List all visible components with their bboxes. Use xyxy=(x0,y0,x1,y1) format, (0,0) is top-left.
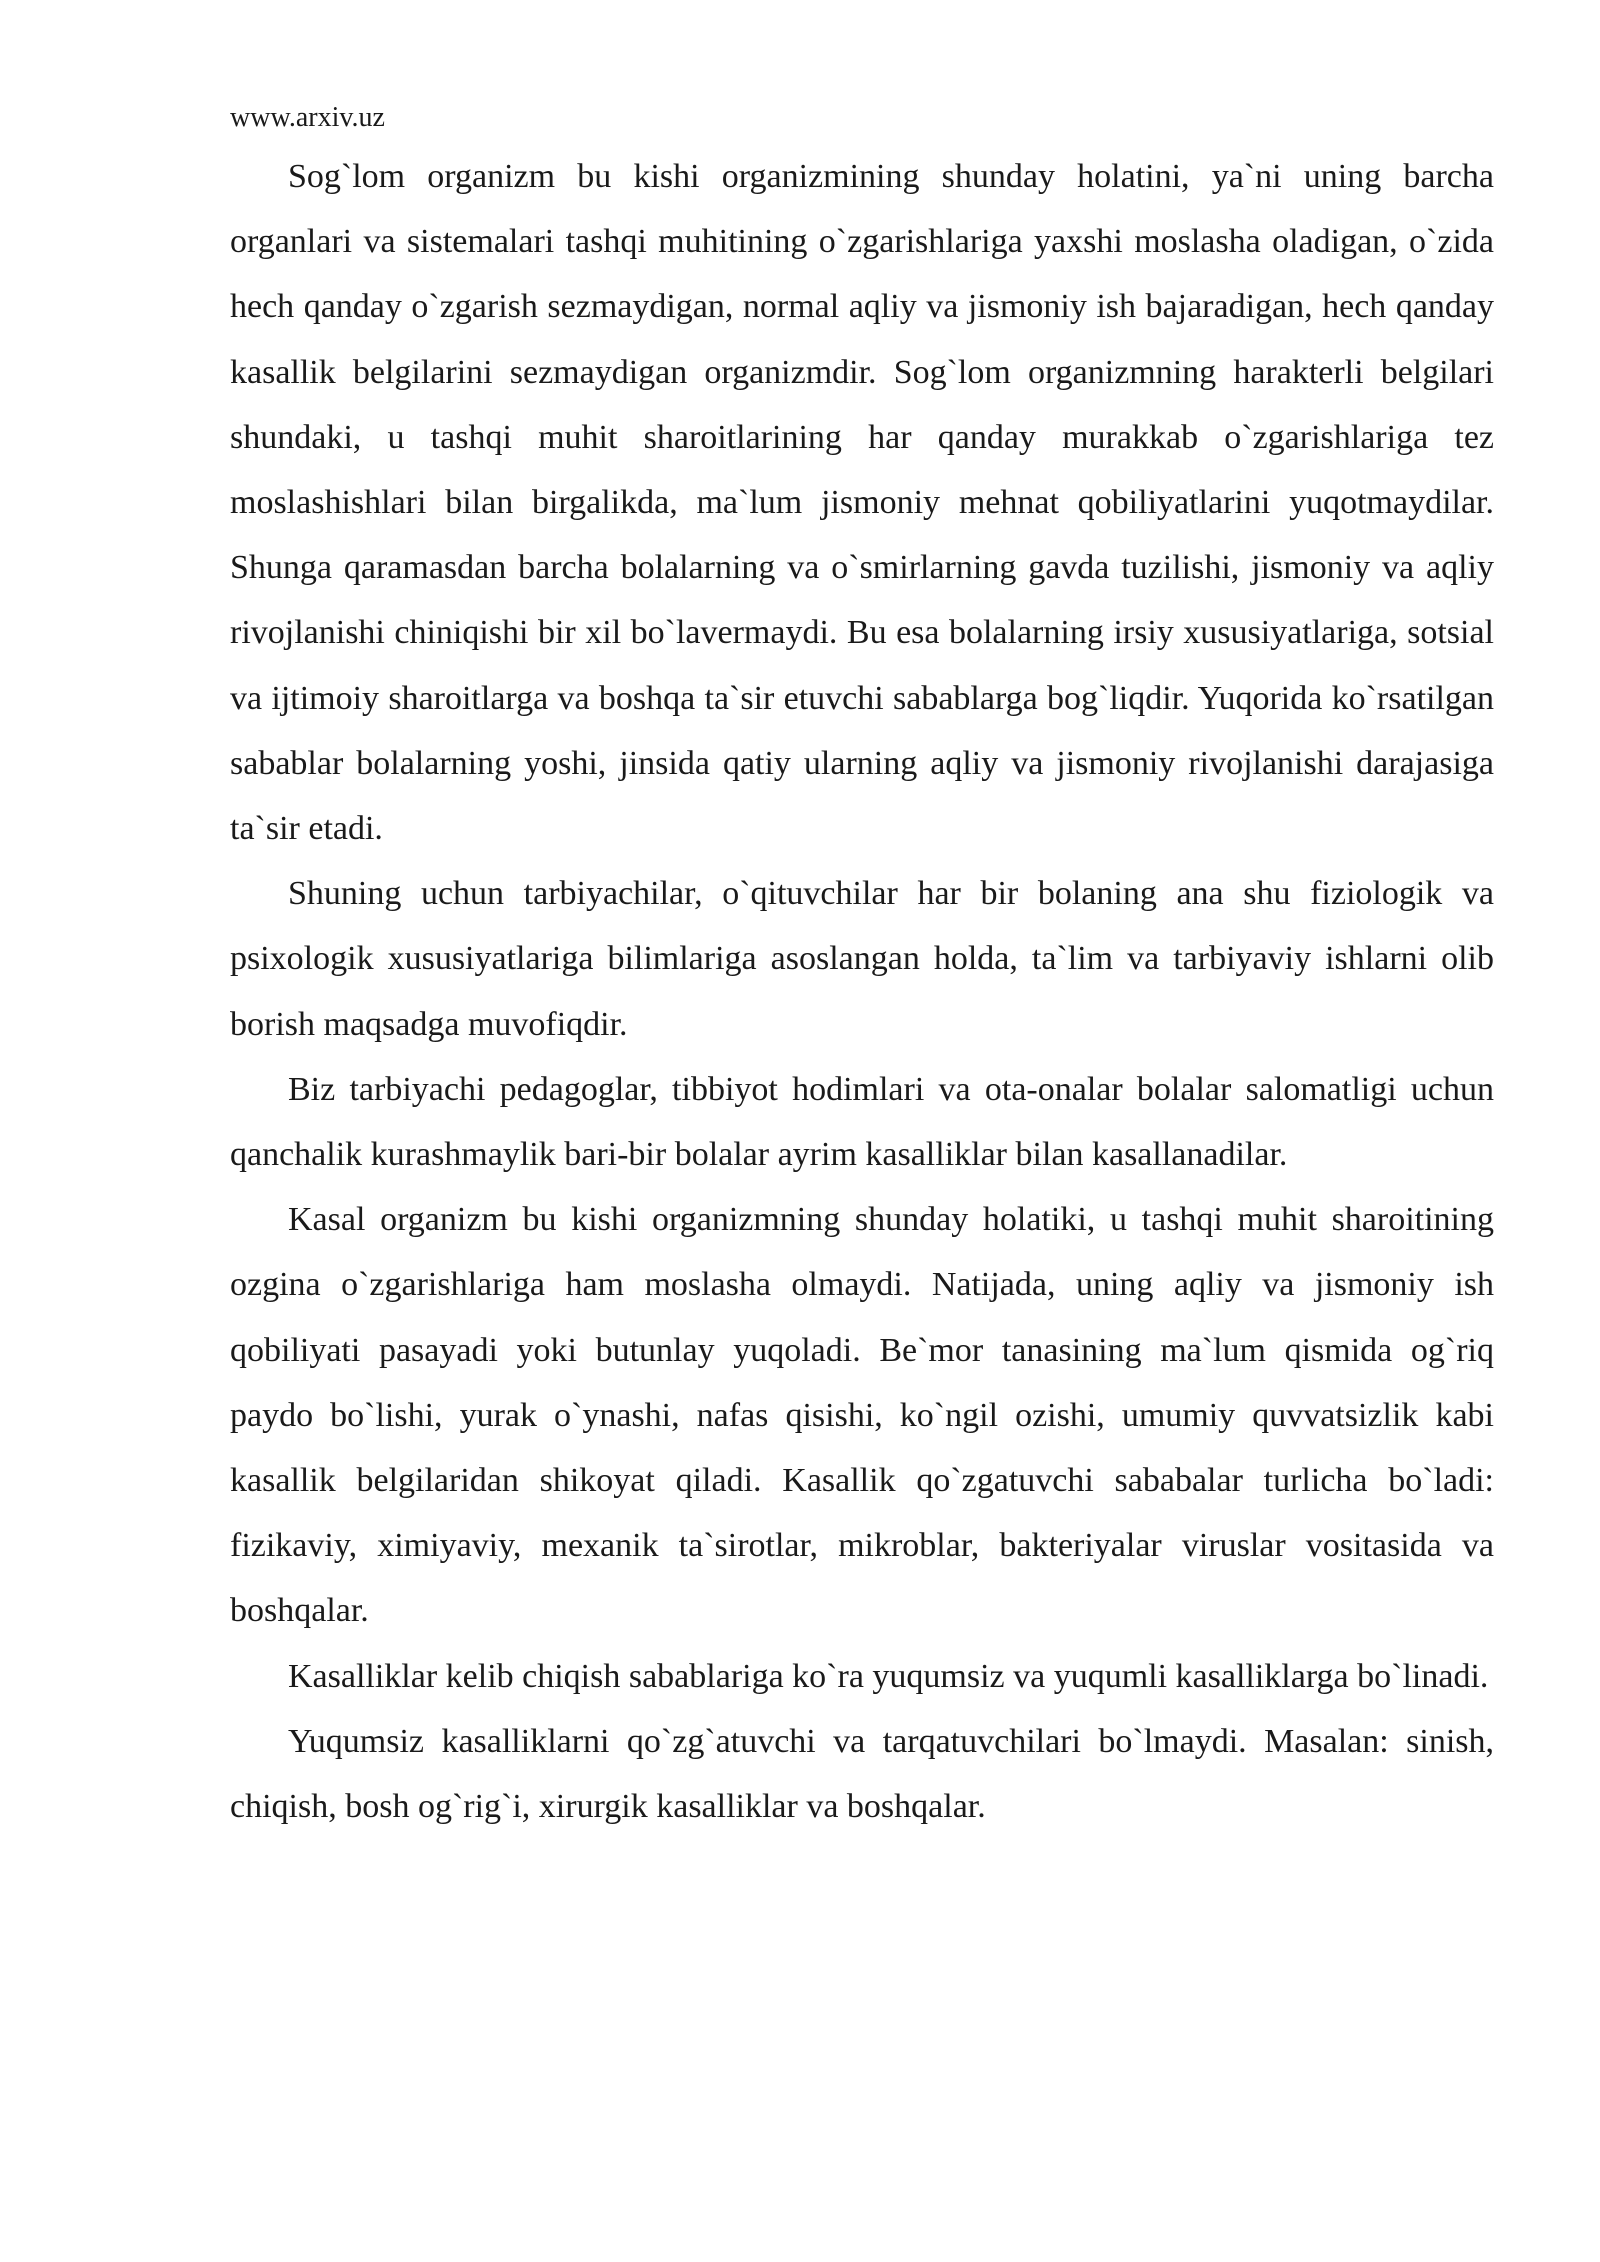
paragraph-sick-organism: Kasal organizm bu kishi organizmning shunday holatiki, u tashqi muhit sharoitining ozgina o`zgarishlariga ham moslasha olmaydi. Natijada, uning aqliy va jismoniy ish qobiliyati pasayadi yoki butunlay yuqoladi. Be`mor tanasining ma`lum qismida og`riq paydo bo`lishi, yurak o`ynashi, nafas qisishi, ko`ngil ozishi, umumiy quvvatsizlik kabi kasallik belgilaridan shikoyat qiladi. Kasallik qo`zgatuvchi sababalar turlicha bo`ladi: fizikaviy, ximiyaviy, mexanik ta`sirotlar, mikroblar, bakteriyalar viruslar vositasida va boshqalar. xyxy=(230,1201,1494,1630)
paragraph-children-diseases: Biz tarbiyachi pedagoglar, tibbiyot hodimlari va ota-onalar bolalar salomatligi uchun qanchalik kurashmaylik bari-bir bolalar ayrim kasalliklar bilan kasallanadilar. xyxy=(230,1070,1494,1174)
paragraph-noninfectious-diseases: Yuqumsiz kasalliklarni qo`zg`atuvchi va tarqatuvchilari bo`lmaydi. Masalan: sinish, chiqish, bosh og`rig`i, xirurgik kasalliklar va boshqalar. xyxy=(230,1722,1494,1826)
paragraph-healthy-organism: Sog`lom organizm bu kishi organizmining shunday holatini, ya`ni uning barcha organlari va sistemalari tashqi muhitining o`zgarishlariga yaxshi moslasha oladigan, o`zida hech qanday o`zgarish sezmaydigan, normal aqliy va jismoniy ish bajaradigan, hech qanday kasallik belgilarini sezmaydigan organizmdir. Sog`lom organizmning harakterli belgilari shundaki, u tashqi muhit sharoitlarining har qanday murakkab o`zgarishlariga tez moslashishlari bilan birgalikda, ma`lum jismoniy mehnat qobiliyatlarini yuqotmaydilar. Shunga qaramasdan barcha bolalarning va o`smirlarning gavda tuzilishi, jismoniy va aqliy rivojlanishi chiniqishi bir xil bo`lavermaydi. Bu esa bolalarning irsiy xususiyatlariga, sotsial va ijtimoiy sharoitlarga va boshqa ta`sir etuvchi sabablarga bog`liqdir. Yuqorida ko`rsatilgan sabablar bolalarning yoshi, jinsida qatiy ularning aqliy va jismoniy rivojlanishi darajasiga ta`sir etadi. xyxy=(230,158,1494,848)
header-url: www.arxiv.uz xyxy=(230,102,385,133)
paragraph-disease-classification: Kasalliklar kelib chiqish sabablariga ko`ra yuqumsiz va yuqumli kasalliklarga bo`linadi. xyxy=(288,1657,1489,1695)
paragraph-educators: Shuning uchun tarbiyachilar, o`qituvchilar har bir bolaning ana shu fiziologik va psixologik xususiyatlariga bilimlariga asoslangan holda, ta`lim va tarbiyaviy ishlarni olib borish maqsadga muvofiqdir. xyxy=(230,875,1494,1043)
document-body xyxy=(230,144,1494,1839)
